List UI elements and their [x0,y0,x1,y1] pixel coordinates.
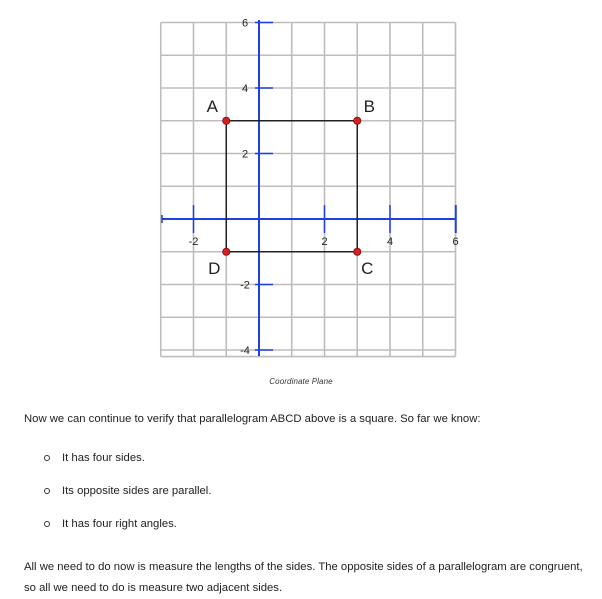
list-item-text: It has four right angles. [62,518,177,530]
list-item [0,448,211,481]
closing-paragraph: All we need to do now is measure the lengths of the sides. The opposite sides of a parallelogram are congruent, so all we need to do is measure two adjacent sides. [24,561,583,594]
y-tick-label: 6 [241,17,249,30]
vertex-labels [207,97,375,278]
known-facts-list [0,448,211,547]
bullet-icon [44,455,50,461]
vertex-point-c [354,248,361,255]
vertex-label-a: A [206,96,218,116]
diagram-caption: Coordinate Plane [269,377,333,386]
x-tick-label: 6 [452,236,459,248]
y-tick-label: 2 [241,148,249,161]
vertex-point-b [354,117,361,124]
y-tick-label: -2 [240,279,250,292]
x-tick-label: 2 [321,236,328,248]
bullet-icon [44,488,50,494]
axes [162,17,459,356]
bullet-icon [44,521,50,527]
x-tick-label: -2 [188,236,199,248]
list-item [0,514,211,547]
list-item-text: Its opposite sides are parallel. [62,485,212,497]
list-item-text: It has four sides. [62,452,145,464]
intro-paragraph: Now we can continue to verify that parallelogram ABCD above is a square. So far we know: [24,413,481,425]
vertex-label-d: D [208,258,221,278]
vertex-label-c: C [361,258,374,278]
list-item [0,481,211,514]
tick-labels [189,18,459,358]
y-tick-label: 4 [241,83,249,95]
x-tick-label: 4 [386,236,394,248]
vertex-point-a [223,117,230,124]
vertex-label-b: B [363,96,375,116]
y-tick-label: -4 [240,345,250,357]
vertex-point-d [223,248,230,255]
grid-lines [161,23,459,357]
